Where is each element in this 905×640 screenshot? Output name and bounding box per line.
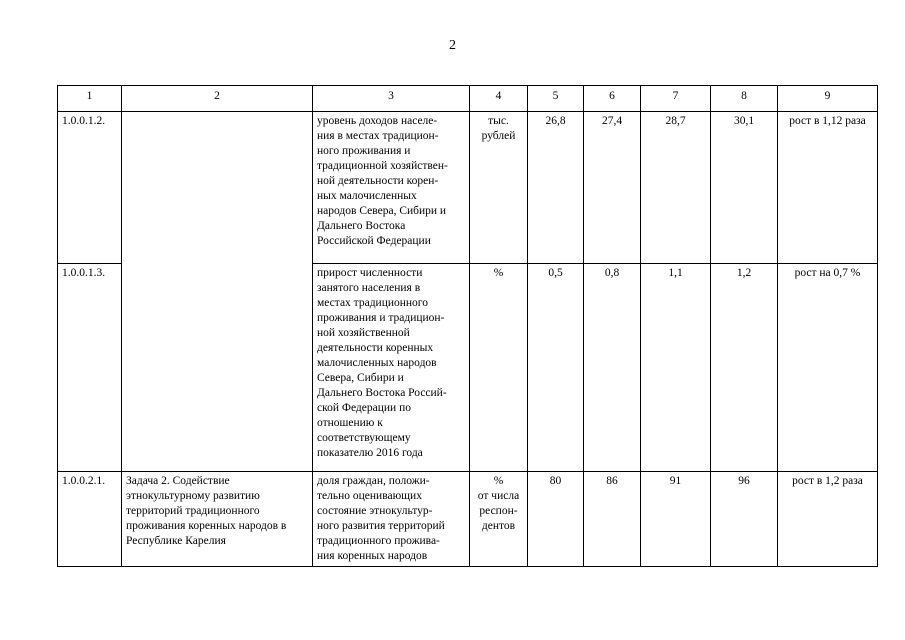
column-header: 2 — [122, 86, 313, 112]
row-result: рост в 1,2 раза — [778, 472, 878, 567]
row-code: 1.0.0.2.1. — [58, 472, 122, 567]
row-unit: % — [470, 264, 528, 472]
column-header: 8 — [711, 86, 778, 112]
table-header-row — [58, 86, 878, 112]
row-value-col7: 28,7 — [641, 112, 711, 264]
row-result: рост на 0,7 % — [778, 264, 878, 472]
row-task — [122, 112, 313, 472]
row-indicator: прирост численности занятого населения в местах традиционного проживания и традицион- ной хозяйственной деятельности коренных малочисленных народов Севера, Сибири и Дальнего Востока Россий- ской Федерации по отношению к соответствующему показателю 2016 года — [313, 264, 470, 472]
row-indicator: уровень доходов населе- ния в местах традицион- ного проживания и традиционной хозяйствен- ной деятельности корен- ных малочисленных народов Севера, Сибири и Дальнего Востока Российской Федерации — [313, 112, 470, 264]
row-unit: % от числа респон- дентов — [470, 472, 528, 567]
column-header: 9 — [778, 86, 878, 112]
row-value-col8: 1,2 — [711, 264, 778, 472]
row-value-col5: 0,5 — [528, 264, 584, 472]
row-indicator: доля граждан, положи- тельно оценивающих состояние этнокультур- ного развития территорий традиционного прожива- ния коренных народов — [313, 472, 470, 567]
table-row — [58, 472, 878, 567]
row-result: рост в 1,12 раза — [778, 112, 878, 264]
row-value-col6: 86 — [584, 472, 641, 567]
row-code: 1.0.0.1.2. — [58, 112, 122, 264]
row-value-col5: 80 — [528, 472, 584, 567]
row-value-col8: 96 — [711, 472, 778, 567]
column-header: 6 — [584, 86, 641, 112]
column-header: 4 — [470, 86, 528, 112]
row-code: 1.0.0.1.3. — [58, 264, 122, 472]
page-number: 2 — [449, 38, 456, 53]
column-header: 5 — [528, 86, 584, 112]
row-task: Задача 2. Содействие этнокультурному развитию территорий традиционного проживания коренных народов в Республике Карелия — [122, 472, 313, 567]
row-unit: тыс. рублей — [470, 112, 528, 264]
row-value-col7: 91 — [641, 472, 711, 567]
column-header: 3 — [313, 86, 470, 112]
row-value-col7: 1,1 — [641, 264, 711, 472]
table-row — [58, 112, 878, 264]
row-value-col5: 26,8 — [528, 112, 584, 264]
row-value-col6: 27,4 — [584, 112, 641, 264]
column-header: 1 — [58, 86, 122, 112]
row-value-col6: 0,8 — [584, 264, 641, 472]
indicators-table — [57, 85, 878, 567]
column-header: 7 — [641, 86, 711, 112]
row-value-col8: 30,1 — [711, 112, 778, 264]
